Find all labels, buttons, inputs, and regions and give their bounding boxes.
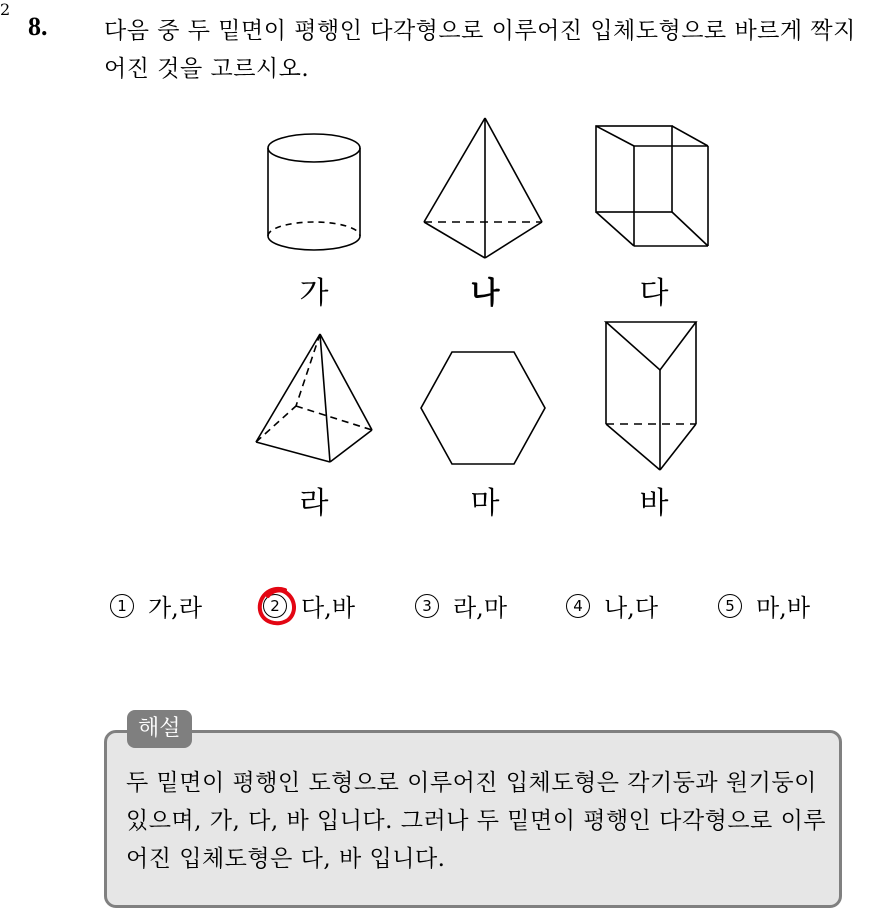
choice-4[interactable] [566, 588, 658, 623]
choice-text: 다,바 [301, 594, 355, 622]
figure-rectangular-prism [596, 126, 708, 246]
explanation-text: 두 밑면이 평행인 도형으로 이루어진 입체도형은 각기둥과 원기둥이 있으며, 가, 다, 바 입니다. 그러나 두 밑면이 평행인 다각형으로 이루어진 입체도형은 다, 바 입니다. [126, 770, 827, 872]
choice-number: 3 [415, 594, 439, 618]
figure-label: 가 [299, 276, 329, 311]
question-text: 다음 중 두 밑면이 평행인 다각형으로 이루어진 입체도형으로 바르게 짝지어진 것을 고르시오. [104, 18, 856, 82]
explanation-tag: 해설 [127, 710, 192, 748]
question-number: 8. [28, 12, 48, 41]
choice-text: 나,다 [604, 594, 658, 622]
figure-label: 나 [470, 276, 500, 311]
figure-triangular-prism [606, 322, 696, 470]
figure-cylinder [268, 134, 360, 250]
choice-5[interactable] [718, 588, 810, 623]
choice-number: 5 [718, 594, 742, 618]
figure-hexagon [421, 352, 545, 464]
figure-pyramid [256, 334, 372, 462]
choice-text: 라,마 [453, 594, 507, 622]
choice-number: 2 [263, 594, 287, 618]
choice-number: 4 [566, 594, 590, 618]
choice-text: 마,바 [756, 594, 810, 622]
choice-number: 1 [110, 594, 134, 618]
figure-label: 다 [639, 276, 669, 311]
choice-3[interactable] [415, 588, 507, 623]
choice-1[interactable] [110, 588, 202, 623]
figure-bipyramid [424, 118, 542, 258]
answer-circle-mark [255, 584, 299, 628]
answer-choices [0, 588, 884, 632]
figure-label: 바 [639, 486, 669, 521]
figure-label: 마 [470, 486, 500, 521]
choice-text: 가,라 [148, 594, 202, 622]
figure-label: 라 [299, 486, 329, 521]
